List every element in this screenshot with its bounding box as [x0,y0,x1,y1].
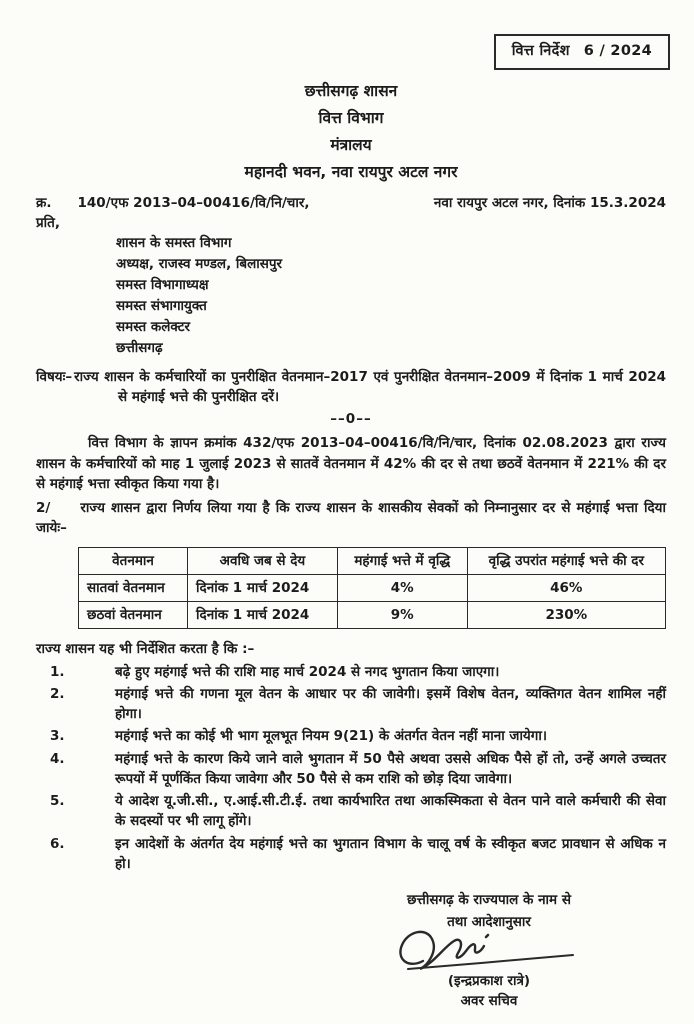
subject-line [36,367,666,408]
directive-item [36,726,666,746]
directive-text: महंगाई भत्ते की गणना मूल वेतन के आधार पर की जावेगी। इसमें विशेष वेतन, व्यक्तिगत वेतन शामिल नहीं होगा। [115,685,666,723]
section-divider: ––0–– [330,411,372,428]
to-label: प्रति, [36,214,61,231]
recipient-item: समस्त संभागायुक्त [116,297,207,314]
directive-number: 5. [50,793,65,810]
office-address: महानदी भवन, नवा रायपुर अटल नगर [244,163,458,182]
signature-icon [368,913,618,985]
paragraph-2-number: 2/ [36,500,51,517]
recipient-item: अध्यक्ष, राजस्व मण्डल, बिलासपुर [116,255,283,272]
directive-text: इन आदेशों के अंतर्गत देय महंगाई भत्ते का भुगतान विभाग के चालू वर्ष के स्वीकृत बजट प्रावधान से अधिक न हो। [115,835,666,872]
table-header-period: अवधि जब से देय [188,547,338,574]
ref-box-number: 6 / 2024 [583,43,652,59]
ref-box-label: वित्त निर्देश [511,43,570,59]
cell-payscale: छठवां वेतनमान [79,602,188,629]
cell-period: दिनांक 1 मार्च 2024 [188,602,338,629]
reference-line [36,193,666,213]
table-header-payscale: वेतनमान [79,547,188,574]
table-row [79,574,666,601]
recipient-list [116,233,666,359]
reference-value: 140/एफ 2013–04–00416/वि/नि/चार, [77,194,310,211]
directive-item [36,834,666,875]
directives-intro: राज्य शासन यह भी निर्देशित करता है कि :– [36,641,255,658]
cell-payscale: सातवां वेतनमान [79,574,188,601]
cell-rate-after: 230% [467,602,665,629]
recipient-item: समस्त कलेक्टर [116,318,191,335]
directive-item [36,684,666,725]
directive-text: महंगाई भत्ते का कोई भी भाग मूलभूत नियम 9(21) के अंतर्गत वेतन नहीं माना जायेगा। [115,728,547,745]
directive-text: महंगाई भत्ते के कारण किये जाने वाले भुगतान में 50 पैसे अथवा उससे अधिक पैसे हों तो, उन्हें अगले उच्चतर रूपयों में पूर्णकिंत किया जावेगा और 50 पैसे से कम राशि को छोड़ दिया जावेगा। [115,750,666,787]
directive-item [36,791,666,832]
recipient-item: छत्तीसगढ़ [116,339,163,356]
directive-number: 2. [50,685,65,702]
order-line: तथा आदेशानुसार [447,914,531,931]
subject-text: राज्य शासन के कर्मचारियों का पुनरीक्षित वेतनमान–2017 एवं पुनरीक्षित वेतनमान–2009 में दिनांक 1 मार्च 2024 से महंगाई भत्ते की पुनरीक्षित दरें। [74,368,666,405]
directives-list [36,662,666,875]
paragraph-1: वित्त विभाग के ज्ञापन क्रमांक 432/एफ 2013–04–00416/वि/नि/चार, दिनांक 02.08.2023 द्वारा राज्य शासन के कर्मचारियों को माह 1 जुलाई 2023 से सातवें वेतनमान में 42% की दर से तथा छठवें वेतनमान में 221% की दर से महंगाई भत्ता स्वीकृत किया गया है। [36,435,666,492]
finance-direction-number-box [494,34,670,70]
authority-line: छत्तीसगढ़ के राज्यपाल के नाम से [407,892,571,909]
signature-block [338,890,640,1011]
cell-rate-after: 46% [467,574,665,601]
signature-mark [338,927,640,979]
reference-number [36,193,336,213]
ministry-name: मंत्रालय [330,136,372,155]
directive-number: 6. [50,835,65,852]
cell-period: दिनांक 1 मार्च 2024 [188,574,338,601]
directive-number: 4. [50,750,65,767]
table-header-row [79,547,666,574]
reference-label: क्र. [36,194,52,211]
directive-number: 3. [50,728,65,745]
paragraph-2 [36,498,666,539]
directive-item [36,749,666,790]
department-name: वित्त विभाग [318,109,384,128]
directive-number: 1. [50,663,65,680]
signatory-designation: अवर सचिव [460,992,518,1009]
da-rate-table [78,547,666,630]
government-name: छत्तीसगढ़ शासन [304,82,398,100]
cell-increase: 9% [337,602,467,629]
directive-text: ये आदेश यू.जी.सी., ए.आई.सी.टी.ई. तथा कार्यभारित तथा आकस्मिकता से वेतन पाने वाले कर्मचारी की सेवा के सदस्यों पर भी लागू होंगे। [115,793,666,830]
table-header-rate-after: वृद्धि उपरांत महंगाई भत्ते की दर [467,547,665,574]
directive-item [36,662,666,682]
signatory-name: (इन्द्रप्रकाश रात्रे) [447,972,531,989]
cell-increase: 4% [337,574,467,601]
table-row [79,602,666,629]
place-and-date: नवा रायपुर अटल नगर, दिनांक 15.3.2024 [433,194,666,211]
letterhead [36,0,666,187]
table-header-increase: महंगाई भत्ते में वृद्धि [337,547,467,574]
directive-text: बढ़े हुए महंगाई भत्ते की राशि माह मार्च 2024 से नगद भुगतान किया जाएगा। [115,663,500,680]
paragraph-2-text: राज्य शासन द्वारा निर्णय लिया गया है कि राज्य शासन के शासकीय सेवकों को निम्नानुसार दर से महंगाई भत्ता दिया जायेः– [36,500,666,537]
recipient-item: समस्त विभागाध्यक्ष [116,276,209,293]
subject-label: विषयः– [36,368,73,385]
recipient-item: शासन के समस्त विभाग [116,235,232,251]
